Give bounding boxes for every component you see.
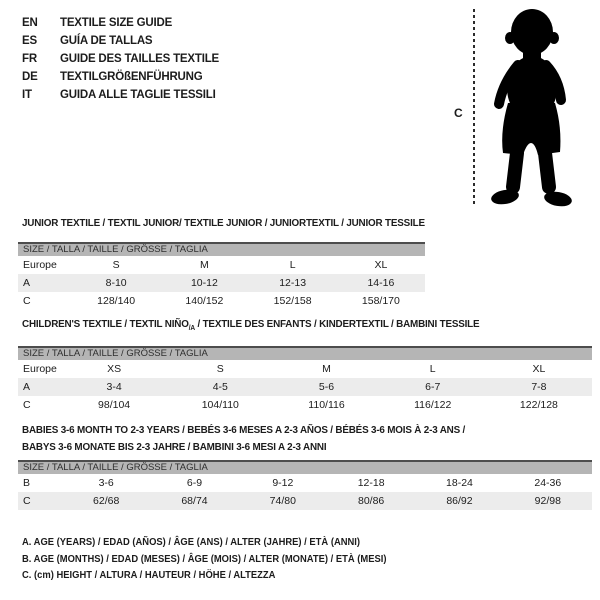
language-title: GUIDA ALLE TAGLIE TESSILI (60, 89, 216, 101)
age-cell: 7-8 (531, 381, 547, 393)
size-cell: S (112, 259, 120, 271)
title-text: / TEXTILE DES ENFANTS / KINDERTEXTIL / BAMBINI TESSILE (194, 318, 480, 330)
size-cell: L (289, 259, 296, 271)
age-cell: 3-4 (106, 381, 122, 393)
height-measure-dashed-line (473, 9, 475, 207)
height-cell: 98/104 (98, 399, 131, 411)
row-label: C (23, 295, 31, 307)
language-code: EN (22, 17, 38, 29)
size-header-bar: SIZE / TALLA / TAILLE / GRÖSSE / TAGLIA (18, 346, 592, 360)
age-cell: 4-5 (212, 381, 228, 393)
footnote-legend (22, 535, 386, 585)
age-cell: 12-18 (357, 477, 385, 489)
age-cell: 24-36 (534, 477, 562, 489)
height-measure-label: C (454, 106, 463, 120)
children-table-title (22, 318, 479, 335)
title-text: CHILDREN'S TEXTILE / TEXTIL NIÑO (22, 318, 189, 330)
row-label: C (23, 495, 31, 507)
size-cell: XL (374, 259, 388, 271)
language-row-de (22, 68, 219, 86)
height-cell: 128/140 (97, 295, 136, 307)
age-cell: 5-6 (318, 381, 335, 393)
table-row (18, 360, 592, 378)
baby-silhouette-image (480, 3, 585, 213)
age-cell: 8-10 (105, 277, 127, 289)
row-label: A (23, 381, 31, 393)
height-cell: 92/98 (534, 495, 561, 507)
height-cell: 104/110 (201, 399, 239, 411)
title-line-2: BABYS 3-6 MONATE BIS 2-3 JAHRE / BAMBINI 3-6 MESI A 2-3 ANNI (22, 441, 327, 453)
language-code: DE (22, 71, 38, 83)
age-cell: 14-16 (367, 277, 395, 289)
height-cell: 68/74 (181, 495, 208, 507)
age-cell: 6-7 (425, 381, 441, 393)
size-cell: XS (107, 363, 122, 375)
age-cell: 6-9 (186, 477, 203, 489)
height-cell: 110/116 (308, 399, 345, 411)
height-cell: 80/86 (358, 495, 385, 507)
size-cell: L (429, 363, 436, 375)
height-cell: 62/68 (93, 495, 120, 507)
row-label: Europe (23, 363, 57, 375)
height-cell: 86/92 (446, 495, 473, 507)
height-cell: 74/80 (269, 495, 296, 507)
height-cell: 116/122 (414, 399, 452, 411)
size-cell: S (216, 363, 224, 375)
junior-table (18, 242, 425, 310)
footnote-b: B. AGE (MONTHS) / EDAD (MESES) / ÂGE (MOIS) / ALTER (MONATE) / ETÀ (MESI) (22, 553, 387, 565)
age-cell: 9-12 (272, 477, 294, 489)
language-row-fr (22, 50, 219, 68)
row-label: A (23, 277, 31, 289)
age-cell: 10-12 (190, 277, 218, 289)
language-code: FR (22, 53, 37, 65)
age-cell: 12-13 (279, 277, 307, 289)
title-line-1: BABIES 3-6 MONTH TO 2-3 YEARS / BEBÉS 3-6 MESES A 2-3 AÑOS / BÉBÉS 3-6 MOIS À 2-3 ANS / (22, 424, 466, 436)
language-title-list (22, 14, 219, 104)
children-table (18, 346, 592, 414)
babies-table-title (22, 422, 465, 456)
language-row-it (22, 86, 219, 104)
age-cell: 18-24 (446, 477, 473, 489)
language-code: ES (22, 35, 37, 47)
table-row (18, 292, 425, 310)
size-header-bar: SIZE / TALLA / TAILLE / GRÖSSE / TAGLIA (18, 242, 425, 256)
junior-table-title: JUNIOR TEXTILE / TEXTIL JUNIOR/ TEXTILE JUNIOR / JUNIORTEXTIL / JUNIOR TESSILE (22, 217, 425, 229)
height-cell: 140/152 (185, 295, 224, 307)
size-header-bar: SIZE / TALLA / TAILLE / GRÖSSE / TAGLIA (18, 460, 592, 474)
table-row (18, 378, 592, 396)
babies-table (18, 460, 592, 510)
height-cell: 122/128 (519, 399, 558, 411)
language-row-es (22, 32, 219, 50)
language-title: GUÍA DE TALLAS (60, 35, 153, 47)
language-title: TEXTILGRÖßENFÜHRUNG (60, 71, 203, 83)
size-cell: M (200, 259, 209, 271)
row-label: Europe (23, 259, 57, 271)
row-label: B (23, 477, 31, 489)
language-title: TEXTILE SIZE GUIDE (60, 17, 173, 29)
language-title: GUIDE DES TAILLES TEXTILE (60, 53, 219, 65)
footnote-a: A. AGE (YEARS) / EDAD (AÑOS) / ÂGE (ANS) / ALTER (JAHRE) / ETÀ (ANNI) (22, 537, 361, 548)
table-row (18, 256, 425, 274)
table-row (18, 274, 425, 292)
footnote-c: C. (cm) HEIGHT / ALTURA / HAUTEUR / HÖHE / ALTEZZA (22, 570, 276, 581)
title-subscript: /A (188, 325, 195, 333)
language-code: IT (22, 89, 32, 101)
language-row-en (22, 14, 219, 32)
row-label: C (23, 399, 31, 411)
age-cell: 3-6 (98, 477, 114, 489)
size-cell: XL (532, 363, 546, 375)
height-cell: 152/158 (273, 295, 312, 307)
table-row (18, 474, 592, 492)
table-row (18, 492, 592, 510)
size-cell: M (322, 363, 331, 375)
height-cell: 158/170 (361, 295, 400, 307)
table-row (18, 396, 592, 414)
